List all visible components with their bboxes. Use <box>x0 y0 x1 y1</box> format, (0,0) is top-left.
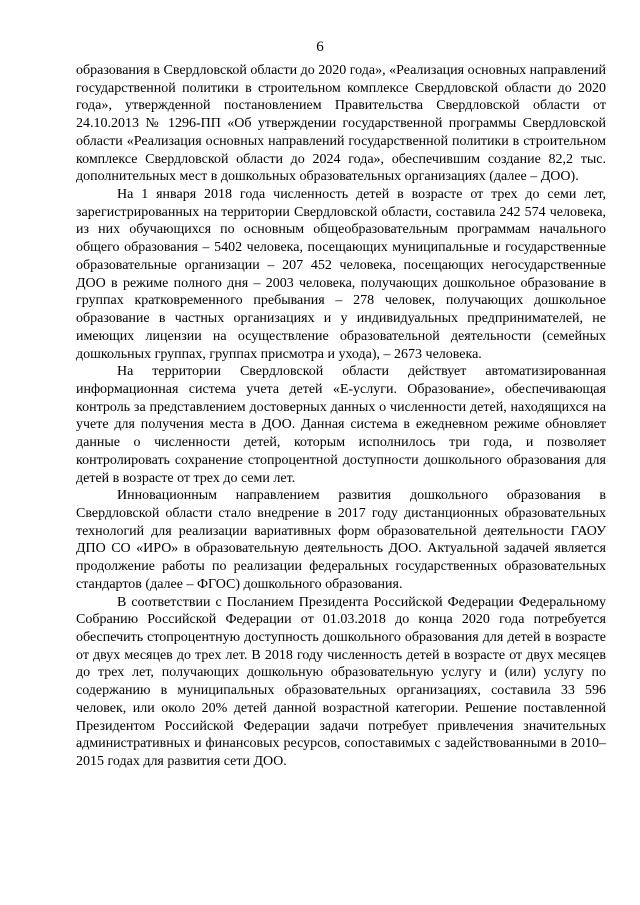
document-body <box>76 62 606 771</box>
paragraph-children-count: На 1 января 2018 года численность детей в возрасте от трех до семи лет, зарегистрированных на территории Свердловской области, составила 242 574 человека, из них обучающихся по основным общеобразовательным программам начального общего образования – 5402 человека, посещающих муниципальные и государственные образовательные организации – 207 452 человека, посещающих негосударственные ДОО в режиме полного дня – 2003 человека, получающих дошкольное образование в группах кратковременного пребывания – 278 человек, получающих дошкольное образование в частных организациях и у индивидуальных предпринимателей, не имеющих лицензии на осуществление образовательной деятельности (семейных дошкольных группах, группах присмотра и ухода), – 2673 человека. <box>76 187 606 362</box>
paragraph-information-system: На территории Свердловской области действует автоматизированная информационная система учета детей «Е-услуги. Образование», обеспечивающая контроль за представлением достоверных данных о численности детей, находящихся на учете для получения места в ДОО. Данная система в ежедневном режиме обновляет данные о численности детей, которым исполнилось три года, и позволяет контролировать сохранение стопроцентной доступности дошкольного образования для детей в возрасте от трех до семи лет. <box>76 364 606 486</box>
paragraph-continuation: образования в Свердловской области до 2020 года», «Реализация основных направлений государственной политики в строительном комплексе Свердловской области до 2020 года», утвержденной постановлением Правительства Свердловской области от 24.10.2013 № 1296-ПП «Об утверждении государственной программы Свердловской области «Реализация основных направлений государственной политики в строительном комплексе Свердловской области до 2024 года», обеспечившим создание 82,2 тыс. дополнительных мест в дошкольных образовательных организациях (далее – ДОО). <box>76 63 606 185</box>
page-number: 6 <box>316 39 324 55</box>
paragraph-presidential-address: В соответствии с Посланием Президента Российской Федерации Федеральному Собранию Российской Федерации от 01.03.2018 до конца 2020 года потребуется обеспечить стопроцентную доступность дошкольного образования для детей в возрасте от двух месяцев до трех лет. В 2018 году численность детей в возрасте от двух месяцев до трех лет, получающих дошкольную образовательную услугу и (или) услугу по содержанию в муниципальных образовательных организациях, составила 33 596 человек, или около 20% детей данной возрастной категории. Решение поставленной Президентом Российской Федерации задачи потребует привлечения значительных административных и финансовых ресурсов, сопоставимых с задействованными в 2010–2015 годах для развития сети ДОО. <box>76 594 606 770</box>
paragraph-innovation: Инновационным направлением развития дошкольного образования в Свердловской области стало внедрение в 2017 году дистанционных образовательных технологий для реализации вариативных форм образовательной деятельности ГАОУ ДПО СО «ИРО» в образовательную деятельность ДОО. Актуальной задачей является продолжение работы по реализации федеральных государственных образовательных стандартов (далее – ФГОС) дошкольного образования. <box>76 488 606 592</box>
